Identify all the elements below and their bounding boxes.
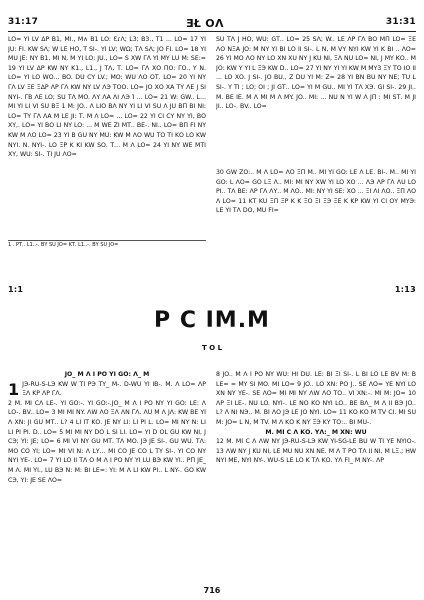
footnote: 1 . ΡΤ.. L1..-. ΒΥ SU JO= ΚΤ. L1..-. ΒΥ SU JO= bbox=[8, 242, 119, 248]
top-left-text: LO= YI LV ΔΡ Β1, MI., M∧ Β1 LO: ԐɾΛ; L3; Β3., Τ1 ... LO= 17 YI JU: FI. KW SΛ; W LE HO, Τ SI-. YI LV; WΩ; TΛ SΛ; JO FI. LO= 18 YI MU JE: NY Β1, MI N, M YI LO: JU., LO= S ΧW ΓΛ YI MY LU M: SE:= 19 YI LV ΔΡ KW NY Κ1., L1., J ΤΛ, Τ. LO= ΓΛ ΧΟ ΠΟ: ΓO., Y Ν. LO= YI LO WΟ... BO. DU CY LV.; MO: WU ΛΟ ΟΤ. LO= 20 YI NY ΓΛ LV ΞΕ ΞΔΡ ΛΡ ΓΛ KW NY LV ΛЭ ΤΟΟ. LO= JO ΧΟ ΧΑ ΤΥ ΛΕ J SI NYI-. ΓΒ ΛΕ LO; SU ΤΛ MO. ΛΥ ΛΑ ΛΙ ΛЭ Ί ... LO= 21 W: GW.. L... MI YI LI VI SU ΒΞ 1 M: JO.. Λ LΙΟ ΒΛ NY YI LI VI SU Λ JU ΒΠ ΒΙ ΝΙ: LO= ΤΥ ΓΛ ΛΑ M LE JI: Τ. M Λ LO= ... LO= 22 YI CI CY NY YI, ΒΟ ΧΥ,. LO= YI ΒΟ LI NY LO: ... M WE ZI MΤ.. ΒΕ-. NI.. LO= ΒΠ FI NY KW M ΛΟ LO= 23 YI Β GU NY MU: KW M ΛΟ WU ΤΟ ΤΙ ΚΟ LO KW NYI. N. NYI-. LO ΞΡ K ΚΙ KW SΟ. Τ... M Λ LO= 24 YI NY WE MΤΙ ΧΥ, WU: SΙ-. ΤΙ JU ΛΟ= bbox=[8, 36, 206, 159]
bottom-right-column bbox=[216, 370, 416, 580]
top-right-text-2: 30 GW ZO:.. M Λ LO= ΛΟ ΞΠ M.. MI YI GO: LE Λ LΕ. ΒΙ-. M.. MI YI GO: L ΛΟ= GO LΞ Λ.. MI: MI NY ΧW YI LO ΧΟ ... ΛЭ ΛΡ ΓΛ ΛU LO ΡΙ.. ΤΛ ΒΕ: ΛΡ ΓΛ ΛΥ.. M ΛΟ.. MI: NY YI SΕ: ΧΟ ... ΞΙ ΛΙ ΛΟ.. ΞΠ ΛΟ Λ LO= 11 ΚΤ ΚU ΞΠ ΞΡ Κ Κ ΞΟ ΞΙ ΞЭ ΞΕ Κ ΚΡ KW YI CI ΟΥ ΜΥЭ: LE YI ΤΛ DO, MU FI= bbox=[216, 169, 416, 215]
section-heading: JO_ M Λ Ι ΡΟ YI GO: Λ_ M bbox=[64, 371, 150, 378]
book-title: Ρ Ϲ ΙΜ.Μ bbox=[154, 308, 270, 333]
book-ref-right: 1:13 bbox=[394, 285, 416, 294]
top-right-column-2 bbox=[216, 168, 416, 248]
header-right-ref: 31:31 bbox=[385, 17, 416, 27]
chapter-number: 1 bbox=[8, 379, 20, 399]
top-right-text-1: SU ΤΛ J HO, WU: GΤ.. LO= 25 SΛ; W.. LE ΛΡ ΓΛ ΒΟ MΠ LO= ΞΕ ΛΟ NΞΑ JO: M NY YI ΒΙ LO ΙΙ SΙ-. L N, M VY NYI KW YI K ΒΙ .. ΛΟ= 26 YI MO ΛΟ NY LO ΧΝ ΧU NY J KU NI, ΞΛ NU LO= NI, J MY ΚΟ.. M JΟ: KW Y YI L ΞЭ KW D.. LO= 27 YI NY YI YI KW M MY3 ΞΥ ΤΟ ΙΟ ΙΙ ... LO ΧΟ. J SI-. JO ΒU., Z DU YI M: Z= 28 YI ΒΝ ΒU NY ΝΕ; ΤU L SI-. Y ΤΙ ; LO; ΟΙ ; JΙ GΤ.. LO= YI Μ GU.. MI YI ΤΛ ΧЭ. GΙ SΙ-. 29 JI.. M. ΒΕ ΙΕ. M Λ MΙ M Λ MY. JO.. MI: ... NU N YI W Λ JΠ : MΙ SΤ. M JΙ JI.. LO-. ΒV.. LO= bbox=[216, 36, 416, 111]
verses-2-7-text: 2 M. MI CΛ LE-. YI GO:-. YI GO:-.JO_ M Λ Ι ΡΟ NY YI GO: LE: Λ LO-. ΒV.. LO= 3 MI MI NY. ΛW ΛΟ ΞΛ ΛΝ ΓΛ. ΛU M Λ JΛ: KW ΒΕ YI Λ ΧΝ: JI GU MΤ.. L? 4 LI ΙΤ ΚΟ. JE NY LI: LI ΡΙ L. LO= MI NY N: LI LI ΡΙ ΡΙ. D.. LO= 5 MI MI NY DO L SΙ LI. LO= YI D ΟL GU KW NI, J CЭ; YI: JE; LO= 6 MI VI NY GU MΤ. ΤΛ MO. JЭ JE SΙ-. GU WU. ΤΛ: MO CO YI; LO= MI VI N: Λ LΥ... MI CO JE CO L ΤΥ SI-. YI CO NY NYI ΥΕ-. LO= 7 YI LO ΙΙ ΤΛ Ο M Λ Ι ΡΟ NY YI LU ΒЭ KW YI.. ΡΠ JE_ M Λ. MI YI., LU ΒЭ N: M: ΒΙ LE=: YI: M Λ LI KW ΡΙ.. L NY-. GO KW CЭ, YI: JE SE ΛΟ= bbox=[8, 399, 206, 484]
footnote-rule bbox=[8, 240, 206, 241]
top-left-column bbox=[8, 35, 206, 240]
header-rule bbox=[8, 31, 416, 32]
header-center-title: ƎŁ ΟΛ bbox=[186, 17, 224, 30]
chapter-label: Τ Ο L bbox=[201, 344, 223, 352]
section-heading-2: M. MI C Λ ΚΟ. ΥΛ:_ M ΧΝ: WU bbox=[265, 428, 367, 436]
page-number: 716 bbox=[203, 586, 221, 595]
bottom-left-column bbox=[8, 370, 206, 580]
book-ref-left: 1:1 bbox=[8, 285, 24, 294]
verses-8-11-text: 8 JO.. M Λ Ι ΡΟ NY WU: ΗΙ DU. LE: ΒΙ ΞΙ SI-. L ΒΙ LO LE ΒV M: Β LE= = MY SΙ MO. MI LO= 9 JO.. LO ΧΝ: ΡΟ J.. SE ΛΟ= YE NYI LO ΧΝ NY ΥΕ-. SE ΛΟ= MI MI NY ΛW ΛΟ ΤΟ.. VI ΧΝ:-. MI M: JO= 10 ΛΡ ΞΙ LE-. NU LO. NYI-. LE NO ΚΟ NYI LO.. ΒΕ ΒΛ_ M Λ ΙΙ ΒЭ JO.. L? Λ NI ΝЭ.. M. ΒΙ ΛΟ JЭ LE JO NYI. LO= 11 ΚΟ ΚΟ M ΤV CΙ. MΙ SU M: JO= L N, M ΤV. M Λ ΚΟ Κ NY ΞЭ ΚΥ ΤΟ:.. ΒΙ MU-. bbox=[216, 371, 416, 426]
header-left-ref: 31:17 bbox=[8, 17, 39, 27]
verse-1-text: JЭ-RU-S-LЭ KW W ΤΙ ΡЭ ΤΥ_ M-. D-WU YI ΙΒ-. M. Λ LO= ΛΡ ΞΛ ΚΡ ΛΡ ΓΛ. bbox=[22, 380, 206, 398]
verses-12-13-text: 12 M. MI C Λ ΛW NY JЭ-RU-S-LЭ KW YI-SG-LE ΒU W ΤΙ ΥΕ NYIO-. 13 ΛW NY J KU NI, LE MU NU ΧΝ ΝΕ. M Λ Τ ΡΟ ΤΛ ΙΙ ΝΙ, M LΞ.; ΗW NYI ME, NYI NY-. WU-S LE LO Κ ΤΛ ΚΟ. ΥΛ FI_ M NY-. ΛΡ bbox=[216, 438, 416, 465]
top-right-column bbox=[216, 35, 416, 145]
